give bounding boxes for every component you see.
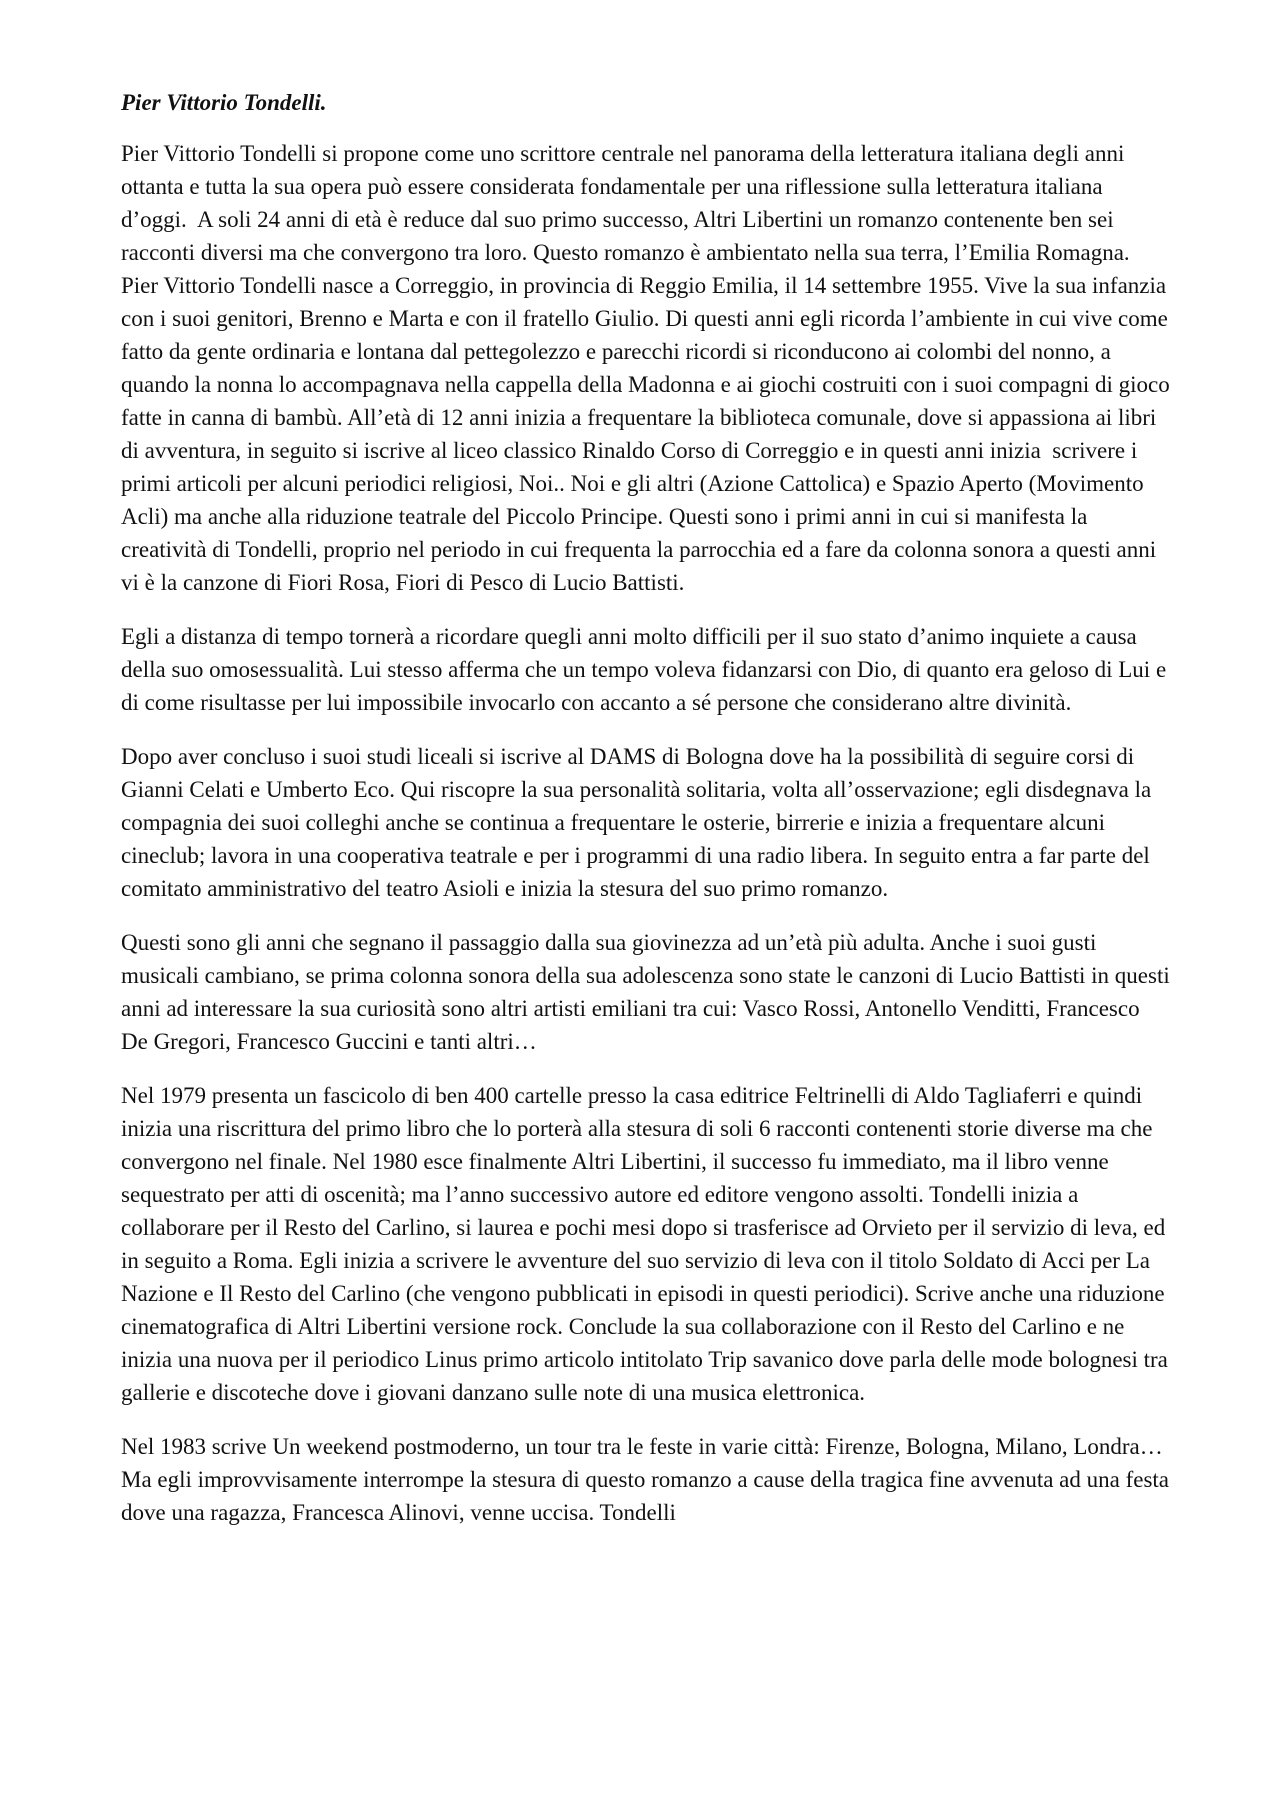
paragraph-6: Nel 1983 scrive Un weekend postmoderno, un tour tra le feste in varie città: Firenze, Bologna, Milano, Londra… Ma egli improvvisamente interrompe la stesura di questo romanzo a cause della tragica fine avvenuta ad una festa dove una ragazza, Francesca Alinovi, venne uccisa. Tondelli	[121, 1434, 1175, 1525]
document-title: Pier Vittorio Tondelli.	[121, 90, 327, 115]
paragraph-4: Questi sono gli anni che segnano il passaggio dalla sua giovinezza ad un’età più adulta. Anche i suoi gusti musicali cambiano, se prima colonna sonora della sua adolescenza sono state le canzoni di Lucio Battisti in questi anni ad interessare la sua curiosità sono altri artisti emiliani tra cui: Vasco Rossi, Antonello Venditti, Francesco De Gregori, Francesco Guccini e tanti altri…	[121, 930, 1176, 1054]
paragraph-2: Egli a distanza di tempo tornerà a ricordare quegli anni molto difficili per il suo stato d’animo inquiete a causa della suo omosessualità. Lui stesso afferma che un tempo voleva fidanzarsi con Dio, di quanto era geloso di Lui e di come risultasse per lui impossibile invocarlo con accanto a sé persone che considerano altre divinità.	[121, 624, 1172, 715]
paragraph-5: Nel 1979 presenta un fascicolo di ben 400 cartelle presso la casa editrice Feltrinelli di Aldo Tagliaferri e quindi inizia una riscrittura del primo libro che lo porterà alla stesura di soli 6 racconti contenenti storie diverse ma che convergono nel finale. Nel 1980 esce finalmente Altri Libertini, il successo fu immediato, ma il libro venne sequestrato per atti di oscenità; ma l’anno successivo autore ed editore vengono assolti. Tondelli inizia a collaborare per il Resto del Carlino, si laurea e pochi mesi dopo si trasferisce ad Orvieto per il servizio di leva, ed in seguito a Roma. Egli inizia a scrivere le avventure del suo servizio di leva con il titolo Soldato di Acci per La Nazione e Il Resto del Carlino (che vengono pubblicati in episodi in questi periodici). Scrive anche una riduzione cinematografica di Altri Libertini versione rock. Conclude la sua collaborazione con il Resto del Carlino e ne inizia una nuova per il periodico Linus primo articolo intitolato Trip savanico dove parla delle mode bolognesi tra gallerie e discoteche dove i giovani danzano sulle note di una musica elettronica.	[121, 1083, 1174, 1405]
paragraph-3: Dopo aver concluso i suoi studi liceali si iscrive al DAMS di Bologna dove ha la possibilità di seguire corsi di Gianni Celati e Umberto Eco. Qui riscopre la sua personalità solitaria, volta all’osservazione; egli disdegnava la compagnia dei suoi colleghi anche se continua a frequentare le osterie, birrerie e inizia a frequentare alcuni cineclub; lavora in una cooperativa teatrale e per i programmi di una radio libera. In seguito entra a far parte del comitato amministrativo del teatro Asioli e inizia la stesura del suo primo romanzo.	[121, 744, 1157, 901]
document-body	[121, 86, 1176, 1550]
paragraph-1: Pier Vittorio Tondelli si propone come uno scrittore centrale nel panorama della letteratura italiana degli anni ottanta e tutta la sua opera può essere considerata fondamentale per una riflessione sulla letteratura italiana d’oggi. A soli 24 anni di età è reduce dal suo primo successo, Altri Libertini un romanzo contenente ben sei racconti diversi ma che convergono tra loro. Questo romanzo è ambientato nella sua terra, l’Emilia Romagna. Pier Vittorio Tondelli nasce a Correggio, in provincia di Reggio Emilia, il 14 settembre 1955. Vive la sua infanzia con i suoi genitori, Brenno e Marta e con il fratello Giulio. Di questi anni egli ricorda l’ambiente in cui vive come fatto da gente ordinaria e lontana dal pettegolezzo e parecchi ricordi si riconducono ai colombi del nonno, a quando la nonna lo accompagnava nella cappella della Madonna e ai giochi costruiti con i suoi compagni di gioco fatte in canna di bambù. All’età di 12 anni inizia a frequentare la biblioteca comunale, dove si appassiona ai libri di avventura, in seguito si iscrive al liceo classico Rinaldo Corso di Correggio e in questi anni inizia scrivere i primi articoli per alcuni periodici religiosi, Noi.. Noi e gli altri (Azione Cattolica) e Spazio Aperto (Movimento Acli) ma anche alla riduzione teatrale del Piccolo Principe. Questi sono i primi anni in cui si manifesta la creatività di Tondelli, proprio nel periodo in cui frequenta la parrocchia ed a fare da colonna sonora a questi anni vi è la canzone di Fiori Rosa, Fiori di Pesco di Lucio Battisti.	[121, 141, 1176, 595]
